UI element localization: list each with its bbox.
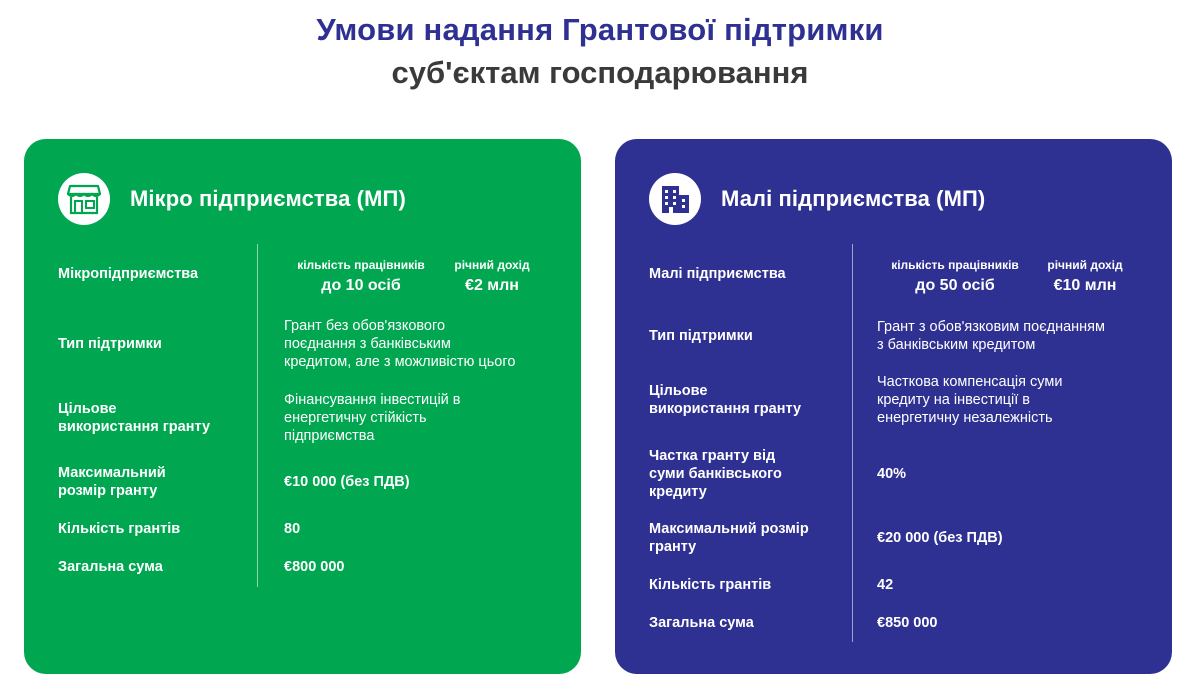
micro-income-label: річний дохід <box>454 258 530 272</box>
micro-employees-label: кількість працівників <box>297 258 425 272</box>
micro-grants-count-value: 80 <box>284 521 301 537</box>
micro-row-label: Мікропідприємства <box>58 266 199 282</box>
small-employees-value: до 50 осіб <box>915 277 995 294</box>
small-target-use-label: Цільове використання гранту <box>649 383 802 417</box>
small-grants-count-label: Кількість грантів <box>649 577 772 593</box>
micro-target-use-label: Цільове використання гранту <box>58 401 211 435</box>
micro-card-title: Мікро підприємства (МП) <box>130 186 406 211</box>
micro-total-value: €800 000 <box>284 559 345 575</box>
building-icon <box>649 173 701 225</box>
small-card-title: Малі підприємства (МП) <box>721 186 986 211</box>
small-max-size-value: €20 000 (без ПДВ) <box>877 530 1003 546</box>
small-total-value: €850 000 <box>877 615 938 631</box>
micro-support-type-label: Тип підтримки <box>58 336 162 352</box>
page-subtitle: суб'єктам господарювання <box>391 55 809 90</box>
small-enterprise-card <box>615 139 1172 674</box>
micro-enterprise-card <box>24 139 581 674</box>
micro-target-use-value: Фінансування інвестицій в енергетичну стійкість підприємства <box>284 392 461 444</box>
column-divider <box>257 244 258 587</box>
micro-grants-count-label: Кількість грантів <box>58 521 181 537</box>
small-target-use-value: Часткова компенсація суми кредиту на інвестиції в енергетичну незалежність <box>877 374 1063 426</box>
micro-max-size-label: Максимальний розмір гранту <box>58 465 166 499</box>
small-income-label: річний дохід <box>1047 258 1123 272</box>
small-max-size-label: Максимальний розмір гранту <box>649 521 809 555</box>
micro-support-type-value: Грант без обов'язкового поєднання з банківським кредитом, але з можливістю цього <box>284 318 516 370</box>
column-divider <box>852 244 853 642</box>
small-row-label: Малі підприємства <box>649 266 786 282</box>
small-grants-count-value: 42 <box>877 577 894 593</box>
small-income-value: €10 млн <box>1053 277 1117 294</box>
micro-total-label: Загальна сума <box>58 559 163 575</box>
small-total-label: Загальна сума <box>649 615 754 631</box>
small-support-type-value: Грант з обов'язковим поєднанням з банківським кредитом <box>877 319 1105 353</box>
micro-employees-value: до 10 осіб <box>321 277 401 294</box>
micro-income-value: €2 млн <box>465 277 519 294</box>
small-share-label: Частка гранту від суми банківського кредиту <box>649 448 782 500</box>
small-support-type-label: Тип підтримки <box>649 328 753 344</box>
page-title: Умови надання Грантової підтримки <box>316 12 884 47</box>
small-card-header <box>649 173 985 225</box>
micro-card-header <box>58 173 406 225</box>
shop-icon <box>58 173 110 225</box>
small-employees-label: кількість працівників <box>891 258 1019 272</box>
micro-max-size-value: €10 000 (без ПДВ) <box>284 474 410 490</box>
small-share-value: 40% <box>877 466 907 482</box>
